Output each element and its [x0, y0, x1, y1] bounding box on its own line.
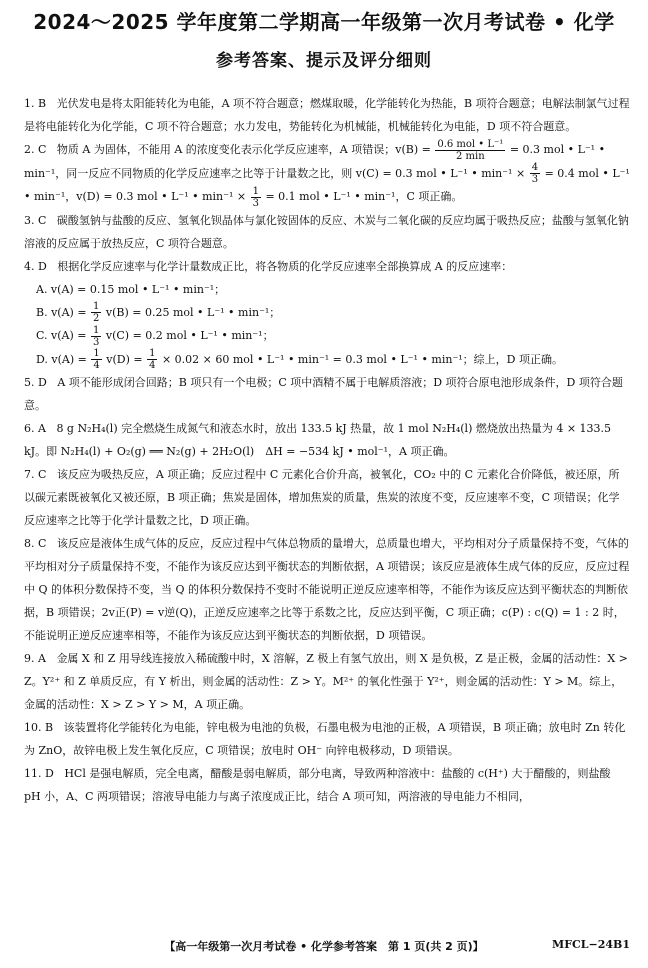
item-text: 该反应是液体生成气体的反应，反应过程中气体总物质的量增大，总质量也增大，平均相对分子质量保持不变，气体的平均相对分子质量保持不变，不能作为该反应达到平衡状态的判断依据，A 项错误；该反应是液体生成气体的反应，反应过程中 Q 的体积分数保持不变，当 Q 的体积分数保持不变时不能说明正逆反应速率相等，不能作为该反应达到平衡状态的判断依据，B 项错误；2v正(P) = v逆(Q)，正逆反应速率之比等于系数之比，反应达到平衡，C 项正确；c(P) : c(Q) = 1 : 2 时，不能说明正逆反应速率相等，不能作为该反应达到平衡状态的判断依据，D 项错误。 [24, 537, 630, 642]
fraction: $\frac{1}{4}$ [93, 348, 100, 371]
item-text: 该装置将化学能转化为电能，锌电极为电池的负极，石墨电极为电池的正极，A 项错误，B 项正确；放电时 Zn 转化为 ZnO，故锌电极上发生氧化反应，C 项错误；放电时 OH⁻ 向锌电极移动，D 项错误。 [24, 721, 626, 757]
option-d: D. v(A) = $\frac{1}{4}$ v(D) = $\frac{1}{4}$ × 0.02 × 60 mol • L⁻¹ • min⁻¹ = 0.3 mol • L⁻¹ • min⁻¹；综上，D 项正确。 [36, 348, 564, 371]
item-text: 根据化学反应速率与化学计量数成正比，将各物质的化学反应速率全部换算成 A 的反应速率： [57, 259, 513, 273]
item-text: 碳酸氢钠与盐酸的反应、氢氧化钡晶体与氯化铵固体的反应、木炭与二氧化碳的反应均属于吸热反应；盐酸与氢氧化钠溶液的反应属于放热反应，C 项符合题意。 [24, 213, 629, 250]
page-subtitle: 参考答案、提示及评分细则 [216, 51, 432, 71]
answer-item-3 [24, 209, 630, 255]
fraction: $\frac{1}{3}$ [252, 185, 259, 209]
answer-item-8 [24, 532, 630, 647]
page-title: 2024～2025 学年度第二学期高一年级第一次月考试卷 • 化学 [33, 10, 615, 34]
item-number: 4. D [24, 259, 47, 273]
fraction: $\frac{\text{0.6 mol • L⁻¹}}{2 \min}$ [437, 138, 504, 162]
item-text: 金属 X 和 Z 用导线连接放入稀硫酸中时，X 溶解，Z 极上有氢气放出，则 X 是负极，Z 是正极，金属的活动性：X > Z。Y²⁺ 和 Z 单质反应，有 Y 析出，则金属的活动性：Z > Y。M²⁺ 的氧化性强于 Y²⁺，则金属的活动性：Y > M。综上，金属的活动性：X > Z > Y > M，A 项正确。 [24, 652, 628, 711]
answer-item-11 [24, 762, 630, 808]
answer-item-6 [24, 417, 630, 463]
answer-item-2 [24, 138, 630, 209]
item-number: 2. C [24, 143, 47, 156]
item-number: 11. D [24, 767, 54, 780]
option-b: B. v(A) = $\frac{1}{2}$ v(B) = 0.25 mol • L⁻¹ • min⁻¹； [36, 301, 281, 324]
answer-body [24, 92, 630, 808]
item-text: 光伏发电是将太阳能转化为电能，A 项不符合题意；燃煤取暖，化学能转化为热能，B 项符合题意；电解法制氯气过程是将电能转化为化学能，C 项不符合题意；水力发电，势能转化为机械能，机械能转化为电能，D 项不符合题意。 [24, 97, 630, 133]
fraction: $\frac{1}{3}$ [92, 324, 100, 348]
item-text: 该反应为吸热反应，A 项正确；反应过程中 C 元素化合价升高，被氧化，CO₂ 中的 C 元素化合价降低，被还原，所以碳元素既被氧化又被还原，B 项正确；焦炭是固体，增加焦炭的质量，焦炭的浓度不变，反应速率不变，C 项错误；化学反应速率之比等于化学计量数之比，D 项正确。 [24, 468, 620, 527]
fraction: $\frac{1}{4}$ [149, 348, 156, 371]
footer-page-info: 【高一年级第一次月考试卷 • 化学参考答案 第 1 页(共 2 页)】 [164, 940, 484, 953]
answer-item-5 [24, 371, 630, 417]
item-number: 1. B [24, 97, 47, 110]
item-text: 8 g N₂H₄(l) 完全燃烧生成氮气和液态水时，放出 133.5 kJ 热量，故 1 mol N₂H₄(l) 燃烧放出热量为 4 × 133.5 kJ。即 N₂H₄(l) + O₂(g) ══ N₂(g) + 2H₂O(l) ΔH = −534 kJ • mol⁻¹，A 项正确。 [24, 422, 612, 458]
item-number: 8. C [24, 537, 47, 550]
item-text: = 0.1 mol • L⁻¹ • min⁻¹，C 项正确。 [265, 190, 463, 203]
item-text: = 0.3 mol • L⁻¹ • min⁻¹，同一反应不同物质的化学反应速率之比等于计量数之比，则 v(C) = 0.3 mol • L⁻¹ • min⁻¹ × [24, 143, 606, 180]
item-text: A 项不能形成闭合回路；B 项只有一个电极；C 项中酒精不属于电解质溶液；D 项符合原电池形成条件，D 项符合题意。 [24, 376, 623, 412]
item-number: 5. D [24, 376, 47, 389]
fraction: $\frac{1}{2}$ [93, 301, 100, 324]
answer-item-9 [24, 647, 630, 716]
item-text: = 0.4 mol • L⁻¹ • min⁻¹，v(D) = 0.3 mol • L⁻¹ • min⁻¹ × [24, 166, 630, 203]
item-number: 6. A [24, 422, 46, 435]
item-number: 9. A [24, 652, 46, 665]
item-number: 10. B [24, 721, 54, 734]
item-number: 7. C [24, 468, 47, 481]
fraction: $\frac{4}{3}$ [531, 162, 539, 185]
option-c: C. v(A) = $\frac{1}{3}$ v(C) = 0.2 mol • L⁻¹ • min⁻¹； [36, 324, 274, 348]
answer-item-4 [24, 255, 630, 278]
footer-code: MFCL−24B1 [552, 938, 630, 951]
answer-item-7 [24, 463, 630, 532]
answer-item-10 [24, 716, 630, 762]
option-a: A. v(A) = 0.15 mol • L⁻¹ • min⁻¹； [36, 282, 226, 296]
item-text: HCl 是强电解质，完全电离，醋酸是弱电解质，部分电离，导致两种溶液中：盐酸的 c(H⁺) 大于醋酸的，则盐酸 pH 小，A、C 两项错误；溶液导电能力与离子浓度成正比，结合 A 项可知，两溶液的导电能力不相同， [24, 767, 611, 803]
item-number: 3. C [24, 213, 47, 227]
answer-item-1 [24, 92, 630, 138]
item-text: 物质 A 为固体，不能用 A 的浓度变化表示化学反应速率，A 项错误；v(B) = [56, 143, 431, 156]
